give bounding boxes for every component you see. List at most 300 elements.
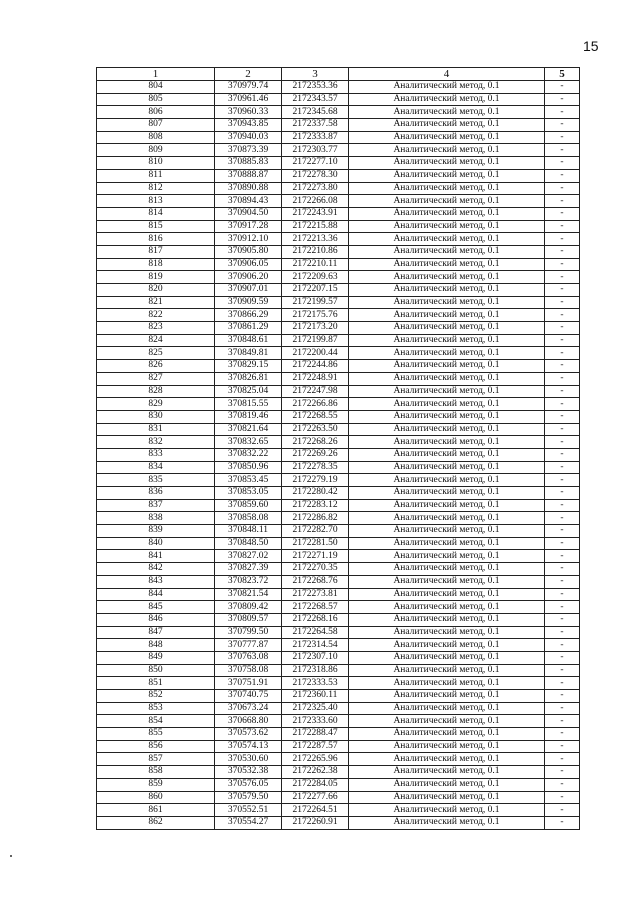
method-cell: Аналитический метод, 0.1 — [349, 690, 545, 703]
method-cell: Аналитический метод, 0.1 — [349, 651, 545, 664]
method-cell: Аналитический метод, 0.1 — [349, 639, 545, 652]
method-cell: Аналитический метод, 0.1 — [349, 728, 545, 741]
y-coordinate-cell: 2172288.47 — [282, 728, 349, 741]
table-row — [97, 334, 580, 347]
point-number-cell: 804 — [97, 81, 215, 94]
method-cell: Аналитический метод, 0.1 — [349, 245, 545, 258]
y-coordinate-cell: 2172307.10 — [282, 651, 349, 664]
y-coordinate-cell: 2172283.12 — [282, 499, 349, 512]
table-row — [97, 702, 580, 715]
note-cell: - — [545, 487, 580, 500]
point-number-cell: 821 — [97, 296, 215, 309]
x-coordinate-cell: 370848.50 — [215, 537, 282, 550]
method-cell: Аналитический метод, 0.1 — [349, 360, 545, 373]
table-row — [97, 575, 580, 588]
point-number-cell: 841 — [97, 550, 215, 563]
method-cell: Аналитический метод, 0.1 — [349, 220, 545, 233]
note-cell: - — [545, 728, 580, 741]
table-row — [97, 398, 580, 411]
y-coordinate-cell: 2172268.76 — [282, 575, 349, 588]
x-coordinate-cell: 370530.60 — [215, 753, 282, 766]
x-coordinate-cell: 370827.02 — [215, 550, 282, 563]
note-cell: - — [545, 233, 580, 246]
x-coordinate-cell: 370866.29 — [215, 309, 282, 322]
x-coordinate-cell: 370861.29 — [215, 322, 282, 335]
table-row — [97, 601, 580, 614]
point-number-cell: 824 — [97, 334, 215, 347]
note-cell: - — [545, 398, 580, 411]
note-cell: - — [545, 81, 580, 94]
table-row — [97, 766, 580, 779]
table-row — [97, 626, 580, 639]
note-cell: - — [545, 575, 580, 588]
table-row — [97, 537, 580, 550]
y-coordinate-cell: 2172318.86 — [282, 664, 349, 677]
table-row — [97, 512, 580, 525]
method-cell: Аналитический метод, 0.1 — [349, 436, 545, 449]
method-cell: Аналитический метод, 0.1 — [349, 169, 545, 182]
point-number-cell: 838 — [97, 512, 215, 525]
method-cell: Аналитический метод, 0.1 — [349, 81, 545, 94]
note-cell: - — [545, 550, 580, 563]
x-coordinate-cell: 370826.81 — [215, 372, 282, 385]
table-row — [97, 309, 580, 322]
y-coordinate-cell: 2172244.86 — [282, 360, 349, 373]
point-number-cell: 839 — [97, 525, 215, 538]
y-coordinate-cell: 2172269.26 — [282, 448, 349, 461]
y-coordinate-cell: 2172210.86 — [282, 245, 349, 258]
method-cell: Аналитический метод, 0.1 — [349, 601, 545, 614]
note-cell: - — [545, 169, 580, 182]
header-col-5: 5 — [545, 68, 580, 81]
point-number-cell: 813 — [97, 195, 215, 208]
y-coordinate-cell: 2172343.57 — [282, 93, 349, 106]
note-cell: - — [545, 588, 580, 601]
table-row — [97, 119, 580, 132]
point-number-cell: 852 — [97, 690, 215, 703]
table-row — [97, 677, 580, 690]
table-row — [97, 93, 580, 106]
table-row — [97, 563, 580, 576]
note-cell: - — [545, 753, 580, 766]
point-number-cell: 834 — [97, 461, 215, 474]
method-cell: Аналитический метод, 0.1 — [349, 487, 545, 500]
header-col-2: 2 — [215, 68, 282, 81]
y-coordinate-cell: 2172333.60 — [282, 715, 349, 728]
point-number-cell: 829 — [97, 398, 215, 411]
point-number-cell: 807 — [97, 119, 215, 132]
x-coordinate-cell: 370832.65 — [215, 436, 282, 449]
point-number-cell: 851 — [97, 677, 215, 690]
note-cell: - — [545, 804, 580, 817]
point-number-cell: 816 — [97, 233, 215, 246]
table-row — [97, 651, 580, 664]
y-coordinate-cell: 2172273.81 — [282, 588, 349, 601]
note-cell: - — [545, 131, 580, 144]
method-cell: Аналитический метод, 0.1 — [349, 753, 545, 766]
note-cell: - — [545, 347, 580, 360]
point-number-cell: 815 — [97, 220, 215, 233]
y-coordinate-cell: 2172247.98 — [282, 385, 349, 398]
method-cell: Аналитический метод, 0.1 — [349, 334, 545, 347]
method-cell: Аналитический метод, 0.1 — [349, 816, 545, 829]
x-coordinate-cell: 370827.39 — [215, 563, 282, 576]
table-row — [97, 81, 580, 94]
point-number-cell: 840 — [97, 537, 215, 550]
point-number-cell: 828 — [97, 385, 215, 398]
x-coordinate-cell: 370668.80 — [215, 715, 282, 728]
method-cell: Аналитический метод, 0.1 — [349, 550, 545, 563]
method-cell: Аналитический метод, 0.1 — [349, 93, 545, 106]
table-row — [97, 372, 580, 385]
note-cell: - — [545, 322, 580, 335]
note-cell: - — [545, 144, 580, 157]
point-number-cell: 861 — [97, 804, 215, 817]
note-cell: - — [545, 271, 580, 284]
method-cell: Аналитический метод, 0.1 — [349, 664, 545, 677]
y-coordinate-cell: 2172268.16 — [282, 613, 349, 626]
x-coordinate-cell: 370832.22 — [215, 448, 282, 461]
point-number-cell: 831 — [97, 423, 215, 436]
table-row — [97, 448, 580, 461]
table-row — [97, 233, 580, 246]
y-coordinate-cell: 2172268.57 — [282, 601, 349, 614]
table-row — [97, 816, 580, 829]
point-number-cell: 809 — [97, 144, 215, 157]
table-row — [97, 258, 580, 271]
table-row — [97, 385, 580, 398]
scan-speck — [10, 855, 12, 857]
y-coordinate-cell: 2172207.15 — [282, 284, 349, 297]
y-coordinate-cell: 2172200.44 — [282, 347, 349, 360]
y-coordinate-cell: 2172333.53 — [282, 677, 349, 690]
method-cell: Аналитический метод, 0.1 — [349, 207, 545, 220]
y-coordinate-cell: 2172173.20 — [282, 322, 349, 335]
point-number-cell: 830 — [97, 410, 215, 423]
note-cell: - — [545, 119, 580, 132]
x-coordinate-cell: 370848.11 — [215, 525, 282, 538]
x-coordinate-cell: 370821.54 — [215, 588, 282, 601]
x-coordinate-cell: 370758.08 — [215, 664, 282, 677]
x-coordinate-cell: 370777.87 — [215, 639, 282, 652]
table-row — [97, 296, 580, 309]
table-row — [97, 728, 580, 741]
x-coordinate-cell: 370579.50 — [215, 791, 282, 804]
method-cell: Аналитический метод, 0.1 — [349, 613, 545, 626]
point-number-cell: 849 — [97, 651, 215, 664]
y-coordinate-cell: 2172282.70 — [282, 525, 349, 538]
y-coordinate-cell: 2172353.36 — [282, 81, 349, 94]
table-row — [97, 740, 580, 753]
y-coordinate-cell: 2172280.42 — [282, 487, 349, 500]
table-row — [97, 271, 580, 284]
x-coordinate-cell: 370905.80 — [215, 245, 282, 258]
table-row — [97, 182, 580, 195]
y-coordinate-cell: 2172325.40 — [282, 702, 349, 715]
note-cell: - — [545, 563, 580, 576]
method-cell: Аналитический метод, 0.1 — [349, 677, 545, 690]
x-coordinate-cell: 370907.01 — [215, 284, 282, 297]
note-cell: - — [545, 372, 580, 385]
table-header-row — [97, 68, 580, 81]
point-number-cell: 842 — [97, 563, 215, 576]
coordinates-table — [96, 67, 580, 830]
note-cell: - — [545, 93, 580, 106]
table-row — [97, 106, 580, 119]
note-cell: - — [545, 410, 580, 423]
method-cell: Аналитический метод, 0.1 — [349, 119, 545, 132]
x-coordinate-cell: 370809.57 — [215, 613, 282, 626]
table-row — [97, 157, 580, 170]
y-coordinate-cell: 2172266.86 — [282, 398, 349, 411]
x-coordinate-cell: 370894.43 — [215, 195, 282, 208]
method-cell: Аналитический метод, 0.1 — [349, 499, 545, 512]
point-number-cell: 820 — [97, 284, 215, 297]
x-coordinate-cell: 370906.20 — [215, 271, 282, 284]
method-cell: Аналитический метод, 0.1 — [349, 778, 545, 791]
point-number-cell: 856 — [97, 740, 215, 753]
x-coordinate-cell: 370849.81 — [215, 347, 282, 360]
point-number-cell: 823 — [97, 322, 215, 335]
method-cell: Аналитический метод, 0.1 — [349, 296, 545, 309]
x-coordinate-cell: 370815.55 — [215, 398, 282, 411]
point-number-cell: 805 — [97, 93, 215, 106]
x-coordinate-cell: 370904.50 — [215, 207, 282, 220]
table-row — [97, 753, 580, 766]
header-col-1: 1 — [97, 68, 215, 81]
y-coordinate-cell: 2172360.11 — [282, 690, 349, 703]
table-row — [97, 410, 580, 423]
x-coordinate-cell: 370554.27 — [215, 816, 282, 829]
method-cell: Аналитический метод, 0.1 — [349, 347, 545, 360]
note-cell: - — [545, 423, 580, 436]
note-cell: - — [545, 499, 580, 512]
y-coordinate-cell: 2172270.35 — [282, 563, 349, 576]
note-cell: - — [545, 791, 580, 804]
x-coordinate-cell: 370673.24 — [215, 702, 282, 715]
method-cell: Аналитический метод, 0.1 — [349, 258, 545, 271]
method-cell: Аналитический метод, 0.1 — [349, 702, 545, 715]
x-coordinate-cell: 370960.33 — [215, 106, 282, 119]
point-number-cell: 825 — [97, 347, 215, 360]
point-number-cell: 835 — [97, 474, 215, 487]
y-coordinate-cell: 2172266.08 — [282, 195, 349, 208]
note-cell: - — [545, 182, 580, 195]
x-coordinate-cell: 370799.50 — [215, 626, 282, 639]
table-row — [97, 131, 580, 144]
y-coordinate-cell: 2172199.57 — [282, 296, 349, 309]
y-coordinate-cell: 2172277.66 — [282, 791, 349, 804]
note-cell: - — [545, 702, 580, 715]
method-cell: Аналитический метод, 0.1 — [349, 715, 545, 728]
y-coordinate-cell: 2172279.19 — [282, 474, 349, 487]
table-row — [97, 195, 580, 208]
table-row — [97, 220, 580, 233]
point-number-cell: 817 — [97, 245, 215, 258]
point-number-cell: 843 — [97, 575, 215, 588]
table-row — [97, 207, 580, 220]
note-cell: - — [545, 207, 580, 220]
note-cell: - — [545, 651, 580, 664]
point-number-cell: 844 — [97, 588, 215, 601]
method-cell: Аналитический метод, 0.1 — [349, 322, 545, 335]
note-cell: - — [545, 474, 580, 487]
table-row — [97, 347, 580, 360]
note-cell: - — [545, 715, 580, 728]
method-cell: Аналитический метод, 0.1 — [349, 398, 545, 411]
method-cell: Аналитический метод, 0.1 — [349, 474, 545, 487]
point-number-cell: 858 — [97, 766, 215, 779]
y-coordinate-cell: 2172262.38 — [282, 766, 349, 779]
point-number-cell: 857 — [97, 753, 215, 766]
y-coordinate-cell: 2172286.82 — [282, 512, 349, 525]
y-coordinate-cell: 2172287.57 — [282, 740, 349, 753]
point-number-cell: 855 — [97, 728, 215, 741]
point-number-cell: 833 — [97, 448, 215, 461]
y-coordinate-cell: 2172215.88 — [282, 220, 349, 233]
y-coordinate-cell: 2172264.58 — [282, 626, 349, 639]
x-coordinate-cell: 370825.04 — [215, 385, 282, 398]
y-coordinate-cell: 2172271.19 — [282, 550, 349, 563]
point-number-cell: 837 — [97, 499, 215, 512]
method-cell: Аналитический метод, 0.1 — [349, 563, 545, 576]
table-row — [97, 436, 580, 449]
y-coordinate-cell: 2172265.96 — [282, 753, 349, 766]
method-cell: Аналитический метод, 0.1 — [349, 537, 545, 550]
table-row — [97, 613, 580, 626]
x-coordinate-cell: 370943.85 — [215, 119, 282, 132]
x-coordinate-cell: 370532.38 — [215, 766, 282, 779]
point-number-cell: 848 — [97, 639, 215, 652]
method-cell: Аналитический метод, 0.1 — [349, 448, 545, 461]
y-coordinate-cell: 2172284.05 — [282, 778, 349, 791]
table-row — [97, 778, 580, 791]
method-cell: Аналитический метод, 0.1 — [349, 410, 545, 423]
table-row — [97, 639, 580, 652]
method-cell: Аналитический метод, 0.1 — [349, 271, 545, 284]
x-coordinate-cell: 370821.64 — [215, 423, 282, 436]
note-cell: - — [545, 613, 580, 626]
table-row — [97, 804, 580, 817]
point-number-cell: 853 — [97, 702, 215, 715]
page-number: 15 — [583, 38, 599, 54]
point-number-cell: 810 — [97, 157, 215, 170]
method-cell: Аналитический метод, 0.1 — [349, 766, 545, 779]
y-coordinate-cell: 2172199.87 — [282, 334, 349, 347]
method-cell: Аналитический метод, 0.1 — [349, 144, 545, 157]
x-coordinate-cell: 370763.08 — [215, 651, 282, 664]
y-coordinate-cell: 2172314.54 — [282, 639, 349, 652]
note-cell: - — [545, 778, 580, 791]
method-cell: Аналитический метод, 0.1 — [349, 131, 545, 144]
note-cell: - — [545, 601, 580, 614]
header-col-4: 4 — [349, 68, 545, 81]
table-row — [97, 487, 580, 500]
note-cell: - — [545, 385, 580, 398]
x-coordinate-cell: 370909.59 — [215, 296, 282, 309]
x-coordinate-cell: 370823.72 — [215, 575, 282, 588]
table-row — [97, 461, 580, 474]
x-coordinate-cell: 370873.39 — [215, 144, 282, 157]
table-row — [97, 499, 580, 512]
x-coordinate-cell: 370917.28 — [215, 220, 282, 233]
x-coordinate-cell: 370576.05 — [215, 778, 282, 791]
note-cell: - — [545, 626, 580, 639]
method-cell: Аналитический метод, 0.1 — [349, 525, 545, 538]
table-row — [97, 322, 580, 335]
method-cell: Аналитический метод, 0.1 — [349, 423, 545, 436]
point-number-cell: 818 — [97, 258, 215, 271]
x-coordinate-cell: 370809.42 — [215, 601, 282, 614]
point-number-cell: 826 — [97, 360, 215, 373]
note-cell: - — [545, 816, 580, 829]
y-coordinate-cell: 2172278.35 — [282, 461, 349, 474]
x-coordinate-cell: 370848.61 — [215, 334, 282, 347]
note-cell: - — [545, 525, 580, 538]
method-cell: Аналитический метод, 0.1 — [349, 461, 545, 474]
table-row — [97, 360, 580, 373]
note-cell: - — [545, 157, 580, 170]
x-coordinate-cell: 370829.15 — [215, 360, 282, 373]
note-cell: - — [545, 677, 580, 690]
y-coordinate-cell: 2172264.51 — [282, 804, 349, 817]
x-coordinate-cell: 370888.87 — [215, 169, 282, 182]
method-cell: Аналитический метод, 0.1 — [349, 740, 545, 753]
x-coordinate-cell: 370740.75 — [215, 690, 282, 703]
point-number-cell: 836 — [97, 487, 215, 500]
table-body — [97, 81, 580, 830]
point-number-cell: 850 — [97, 664, 215, 677]
note-cell: - — [545, 766, 580, 779]
note-cell: - — [545, 664, 580, 677]
header-col-3: 3 — [282, 68, 349, 81]
note-cell: - — [545, 296, 580, 309]
method-cell: Аналитический метод, 0.1 — [349, 309, 545, 322]
y-coordinate-cell: 2172345.68 — [282, 106, 349, 119]
y-coordinate-cell: 2172273.80 — [282, 182, 349, 195]
x-coordinate-cell: 370912.10 — [215, 233, 282, 246]
y-coordinate-cell: 2172263.50 — [282, 423, 349, 436]
x-coordinate-cell: 370940.03 — [215, 131, 282, 144]
y-coordinate-cell: 2172243.91 — [282, 207, 349, 220]
x-coordinate-cell: 370979.74 — [215, 81, 282, 94]
note-cell: - — [545, 220, 580, 233]
y-coordinate-cell: 2172260.91 — [282, 816, 349, 829]
note-cell: - — [545, 334, 580, 347]
note-cell: - — [545, 106, 580, 119]
method-cell: Аналитический метод, 0.1 — [349, 195, 545, 208]
point-number-cell: 808 — [97, 131, 215, 144]
note-cell: - — [545, 512, 580, 525]
note-cell: - — [545, 309, 580, 322]
method-cell: Аналитический метод, 0.1 — [349, 791, 545, 804]
method-cell: Аналитический метод, 0.1 — [349, 233, 545, 246]
x-coordinate-cell: 370859.60 — [215, 499, 282, 512]
method-cell: Аналитический метод, 0.1 — [349, 512, 545, 525]
y-coordinate-cell: 2172268.26 — [282, 436, 349, 449]
note-cell: - — [545, 690, 580, 703]
x-coordinate-cell: 370853.45 — [215, 474, 282, 487]
note-cell: - — [545, 195, 580, 208]
table-row — [97, 284, 580, 297]
note-cell: - — [545, 245, 580, 258]
x-coordinate-cell: 370819.46 — [215, 410, 282, 423]
method-cell: Аналитический метод, 0.1 — [349, 182, 545, 195]
method-cell: Аналитический метод, 0.1 — [349, 372, 545, 385]
y-coordinate-cell: 2172278.30 — [282, 169, 349, 182]
table-row — [97, 550, 580, 563]
point-number-cell: 854 — [97, 715, 215, 728]
